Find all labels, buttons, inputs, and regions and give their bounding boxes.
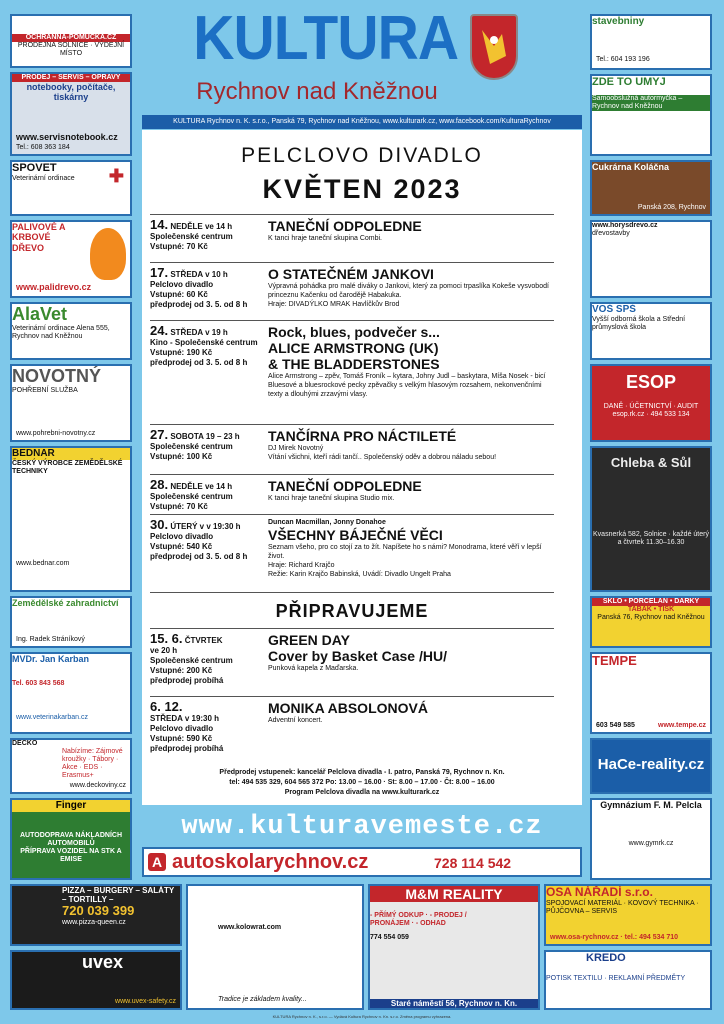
event-meta: ČTVRTEK — [184, 636, 223, 645]
ad-line: esop.rk.cz · 494 533 134 — [612, 410, 690, 418]
event-desc: Punková kapela z Maďarska. — [268, 665, 359, 672]
ad-line: SPOJOVACÍ MATERIÁL · KOVOVÝ TECHNIKA · PŮJČOVNA – SERVIS — [546, 899, 699, 915]
event-meta: ÚTERÝ v v 19:30 h — [170, 522, 241, 531]
event-title: & THE BLADDERSTONES — [268, 356, 440, 372]
ad-line: ČESKÝ VÝROBCE ZEMĚDĚLSKÉ TECHNIKY — [12, 459, 123, 475]
presale-line: tel: 494 535 329, 604 565 372 Po: 13.00 – 16.00 · St: 8.00 – 17.00 · Čt: 8.00 – 16.00 — [229, 779, 495, 786]
event-meta: NEDĚLE ve 14 h — [170, 222, 233, 231]
ad-line: DANĚ · ÚČETNICTVÍ · AUDIT — [603, 402, 699, 410]
event-place: Společenské centrum — [150, 492, 233, 501]
ad-web: www.veterinakarban.cz — [16, 713, 88, 721]
event-desc: Režie: Karin Krajčo Babinská, Uvádí: Divadlo Ungelt Praha — [268, 571, 451, 578]
ad-right[interactable] — [590, 364, 712, 442]
event-day: 30. — [150, 517, 169, 532]
ad-right[interactable] — [590, 798, 712, 880]
ad-title: AlaVet — [12, 304, 68, 324]
event-meta: STŘEDA v 19 h — [170, 328, 228, 337]
ad-title: PIZZA – BURGERY – SALÁTY – TORTILLY – — [62, 886, 175, 905]
ad-web: www.uvex-safety.cz — [115, 997, 176, 1005]
ad-title: SPOVET — [12, 162, 57, 174]
event-title: GREEN DAY — [268, 632, 350, 648]
ad-title: VOŠ SPŠ — [592, 304, 636, 315]
ad-right[interactable] — [590, 302, 712, 360]
ad-right[interactable] — [590, 738, 712, 794]
ad-line: Tradice je základem kvality... — [218, 995, 307, 1003]
ad-title: ZDE TO UMYJ — [592, 76, 666, 88]
event-title: ALICE ARMSTRONG (UK) — [268, 340, 439, 356]
event-price: Vstupné: 590 Kč — [150, 734, 213, 743]
ad-web: www.osa-rychnov.cz · tel.: 494 534 710 — [550, 933, 678, 941]
ad-phone: 720 039 399 — [62, 903, 135, 919]
event-price: Vstupné: 70 Kč — [150, 502, 208, 511]
header-subtitle: Rychnov nad Kněžnou — [196, 78, 438, 105]
event-desc: Hraje: DIVADÝLKO MRAK Havlíčkův Brod — [268, 301, 400, 308]
event-desc: Seznam všeho, pro co stojí za to žít. Napíšete ho s námi? Monodrama, které věří v lepší život. — [268, 544, 542, 560]
event-meta: STŘEDA v 10 h — [170, 270, 228, 279]
event-place: Pelclovo divadlo — [150, 532, 214, 541]
ad-left[interactable] — [10, 220, 132, 298]
event-title: VŠECHNY BÁJEČNÉ VĚCI — [268, 527, 443, 543]
ad-web: www.bednar.com — [16, 559, 70, 567]
ad-title: SKLO • PORCELÁN • DÁRKY — [592, 598, 710, 606]
autoskola-name: autoskolarychnov.cz — [172, 851, 369, 873]
ad-line: Vyšší odborná škola a Střední průmyslová škola — [592, 315, 686, 331]
ad-title: DĚČKO — [12, 740, 38, 747]
ad-line: POHŘEBNÍ SLUŽBA — [12, 386, 78, 394]
event-desc: Výpravná pohádka pro malé diváky o Jankovi, který za pomoci trpaslíka Kokeše vysvobodí princeznu Kačenku od čarodějě Habakuka. — [268, 283, 549, 299]
ad-right[interactable] — [590, 652, 712, 734]
event-desc: Bluesové a bluesrockové pecky zpěvačky s velkým hlasovým rozsahem, nekonvenčními texty a dlouhými zrzavými vlasy. — [268, 382, 542, 398]
ad-left[interactable] — [10, 72, 132, 156]
upcoming-row — [150, 628, 554, 696]
event-day: 27. — [150, 427, 169, 442]
event-day: 24. — [150, 323, 169, 338]
ad-line: POTISK TEXTILU · REKLAMNÍ PŘEDMĚTY — [546, 974, 686, 982]
event-presale: předprodej od 3. 5. od 8 h — [150, 358, 248, 367]
ad-line: Panská 208, Rychnov — [637, 203, 706, 211]
ad-title: M&M REALITY — [370, 886, 538, 902]
ad-title: OSA NÁŘADÍ s.r.o. — [546, 885, 653, 899]
ad-title: PRODEJ – SERVIS – OPRAVY — [12, 74, 130, 82]
ad-left[interactable] — [10, 14, 132, 68]
cross-icon: ✚ — [108, 166, 124, 186]
ad-line: Veterinární ordinace Alena 555, Rychnov nad Kněžnou — [12, 324, 110, 340]
ad-right[interactable] — [590, 596, 712, 648]
ad-title: OCHRANNA-POMUCKA.CZ — [12, 34, 130, 42]
event-row — [150, 424, 554, 474]
ad-web: www.servisnotebook.cz — [16, 131, 118, 142]
upcoming-row — [150, 696, 554, 760]
ad-web: www.palidrevo.cz — [16, 281, 92, 292]
event-title: MONIKA ABSOLONOVÁ — [268, 700, 428, 716]
event-presale: předprodej probíhá — [150, 744, 224, 753]
ad-title: Zemědělské zahradnictví — [12, 598, 119, 608]
event-desc: K tanci hraje taneční skupina Combi. — [268, 235, 383, 242]
event-place: Společenské centrum — [150, 442, 233, 451]
event-title: Cover by Basket Case /HU/ — [268, 648, 447, 664]
ad-bottom[interactable] — [10, 950, 182, 1010]
ad-title: Finger — [12, 800, 130, 812]
event-desc: Hraje: Richard Krajčo — [268, 562, 335, 569]
ad-line: Panská 76, Rychnov nad Kněžnou — [597, 614, 705, 622]
ad-title: ESOP — [625, 372, 677, 392]
event-desc: DJ Mirek Novotný — [268, 445, 324, 452]
ad-line: Nabízíme: Zájmové kroužky · Tábory · Akce · EDS · Erasmus+ — [62, 748, 123, 780]
event-place: Pelclovo divadlo — [150, 724, 214, 733]
ad-left[interactable] — [10, 798, 132, 880]
ad-left[interactable] — [10, 302, 132, 360]
ad-line: dřevostavby — [592, 230, 630, 238]
town-crest-icon — [470, 14, 518, 80]
ad-web: www.tempe.cz — [658, 721, 706, 729]
event-title: Rock, blues, podvečer s... — [268, 324, 440, 340]
ad-line: notebooky, počítače, tiskárny — [26, 82, 116, 103]
event-row — [150, 320, 554, 424]
event-presale: předprodej od 3. 5. od 8 h — [150, 300, 248, 309]
ad-web: www.pohrebni-novotny.cz — [16, 429, 96, 437]
ad-title: HaCe-reality.cz — [597, 756, 705, 773]
ad-right[interactable] — [590, 220, 712, 298]
event-day: 14. — [150, 217, 169, 232]
ad-bottom[interactable] — [368, 884, 540, 1010]
venue-title: PELCLOVO DIVADLO — [241, 144, 483, 167]
event-row — [150, 214, 554, 262]
event-day: 6. 12. — [150, 699, 183, 714]
event-desc: Adventní koncert. — [268, 717, 323, 724]
event-price: Vstupné: 100 Kč — [150, 452, 213, 461]
ad-bottom[interactable] — [186, 884, 364, 1010]
ad-bottom[interactable] — [10, 884, 182, 946]
event-place: Společenské centrum — [150, 232, 233, 241]
event-title: O STATEČNÉM JANKOVI — [268, 266, 434, 282]
autoskola-banner[interactable] — [142, 847, 582, 877]
website-banner[interactable]: www.kulturavemeste.cz — [181, 812, 543, 842]
event-desc: Vítání všichni, kteří rádi tančí.. Společenský oděv a dobrou náladu sebou! — [268, 454, 497, 461]
event-row — [150, 514, 554, 592]
ad-right[interactable] — [590, 160, 712, 216]
ad-line: TABÁK • TISK — [627, 606, 675, 614]
ad-title: uvex — [82, 952, 124, 972]
ad-title: Chleba & Sůl — [610, 455, 692, 470]
ad-title: MVDr. Jan Karban — [12, 654, 90, 664]
presale-info — [142, 768, 582, 798]
ad-phone: Tel.: 608 363 184 — [16, 143, 70, 151]
ad-title: Gymnázium F. M. Pelcla — [600, 800, 702, 810]
event-author: Duncan Macmillan, Jonny Donahoe — [268, 519, 386, 526]
ad-left[interactable] — [10, 160, 132, 216]
event-title: TANČÍRNA PRO NÁCTILETÉ — [268, 428, 457, 444]
car-icon: A — [148, 853, 166, 871]
event-meta: NEDĚLE ve 14 h — [170, 482, 233, 491]
ad-right[interactable] — [590, 14, 712, 70]
event-price: Vstupné: 540 Kč — [150, 542, 213, 551]
ad-line: - PŘÍMÝ ODKUP · - PRODEJ / PRONÁJEM · - ODHAD — [370, 912, 467, 928]
ad-line: Samoobslužná autormyčka – Rychnov nad Kněžnou — [592, 95, 710, 111]
ad-left[interactable] — [10, 446, 132, 592]
ad-title: BEDNAR — [12, 448, 130, 460]
event-place: Kino - Společenské centrum — [150, 338, 258, 347]
ad-left[interactable] — [10, 364, 132, 442]
ad-line: Ing. Radek Stráníkový — [16, 635, 85, 643]
month-title: KVĚTEN 2023 — [262, 174, 462, 204]
event-price: Vstupné: 60 Kč — [150, 290, 208, 299]
header-title: KULTURA — [193, 4, 459, 73]
ad-title: TEMPE — [592, 653, 637, 668]
ad-line: Kvasnerká 582, Solnice · každé úterý a čtvrtek 11.30–16.30 — [593, 530, 709, 546]
ad-bottom[interactable] — [544, 884, 712, 946]
upcoming-heading: PŘIPRAVUJEME — [150, 592, 554, 626]
ad-web: www.pizza-queen.cz — [62, 919, 126, 927]
ad-title: PALIVOVÉ A KRBOVÉ DŘEVO — [12, 222, 66, 253]
ad-line: Veterinární ordinace — [12, 174, 75, 182]
event-row — [150, 474, 554, 514]
presale-line: Předprodej vstupenek: kancelář Pelclova divadla - I. patro, Panská 79, Rychnov n. Kn. — [219, 769, 505, 776]
ad-web: www.gymrk.cz — [628, 840, 674, 848]
ad-right[interactable] — [590, 446, 712, 592]
event-time: ve 20 h — [150, 646, 178, 655]
event-presale: předprodej od 3. 5. od 8 h — [150, 552, 248, 561]
event-meta: SOBOTA 19 – 23 h — [170, 432, 240, 441]
presale-line: Program Pelclova divadla na www.kulturark.cz — [284, 789, 440, 796]
ad-line: PŘÍPRAVA VOZIDEL NA STK A EMISE — [20, 847, 122, 863]
event-desc: Alice Armstrong – zpěv, Tomáš Froník – kytara, Johny Judl – baskytara, Míša Nosek - bicí — [268, 373, 546, 380]
event-desc: K tanci hraje taneční skupina Studio mix. — [268, 495, 395, 502]
event-title: TANEČNÍ ODPOLEDNE — [268, 218, 422, 234]
event-row — [150, 262, 554, 320]
info-bar: KULTURA Rychnov n. K. s.r.o., Panská 79, Rychnov nad Kněžnou, www.kulturark.cz, www.facebook.com/KulturaRychnov — [142, 115, 582, 129]
ad-line: PRODEJNA SOLNICE · VÝDEJNÍ MÍSTO — [17, 42, 125, 58]
ad-web: www.kolowrat.com — [218, 924, 282, 931]
ad-title: stavebniny — [592, 16, 645, 27]
event-day: 15. 6. — [150, 631, 183, 646]
imprint: KULTURA Rychnov n. K., s.r.o. — Vydává Kultura Rychnov n. Kn. s.r.o. Změna programu vyhrazena. — [272, 1014, 452, 1019]
ad-title: Cukrárna Koláčna — [592, 162, 670, 172]
autoskola-phone: 728 114 542 — [434, 855, 512, 871]
event-price: Vstupné: 190 Kč — [150, 348, 213, 357]
event-price: Vstupné: 70 Kč — [150, 242, 208, 251]
event-title: TANEČNÍ ODPOLEDNE — [268, 478, 422, 494]
ad-left[interactable] — [10, 738, 132, 794]
ad-address: Staré náměstí 56, Rychnov n. Kn. — [370, 999, 538, 1008]
ad-right[interactable] — [590, 74, 712, 156]
ad-web: www.deckoviny.cz — [69, 781, 126, 789]
event-day: 17. — [150, 265, 169, 280]
event-presale: předprodej probíhá — [150, 676, 224, 685]
ad-phone: 603 549 585 — [596, 721, 635, 729]
event-day: 28. — [150, 477, 169, 492]
ad-phone: Tel.: 604 193 196 — [596, 55, 650, 63]
ad-bottom[interactable] — [544, 950, 712, 1010]
event-place: Společenské centrum — [150, 656, 233, 665]
ad-line: AUTODOPRAVA NÁKLADNÍCH AUTOMOBILŮ — [19, 831, 123, 847]
flame-icon — [90, 228, 126, 280]
event-place: Pelclovo divadlo — [150, 280, 214, 289]
event-time: STŘEDA v 19:30 h — [150, 714, 220, 723]
ad-title: NOVOTNÝ — [12, 366, 102, 386]
programme-panel — [142, 130, 582, 805]
event-price: Vstupné: 200 Kč — [150, 666, 213, 675]
ad-phone: Tel. 603 843 568 — [12, 680, 65, 688]
ad-title: www.horysdrevo.cz — [592, 222, 658, 229]
ad-left[interactable] — [10, 652, 132, 734]
ad-phone: 774 554 059 — [370, 934, 409, 942]
ad-left[interactable] — [10, 596, 132, 648]
ad-title: KREDO — [586, 952, 626, 964]
